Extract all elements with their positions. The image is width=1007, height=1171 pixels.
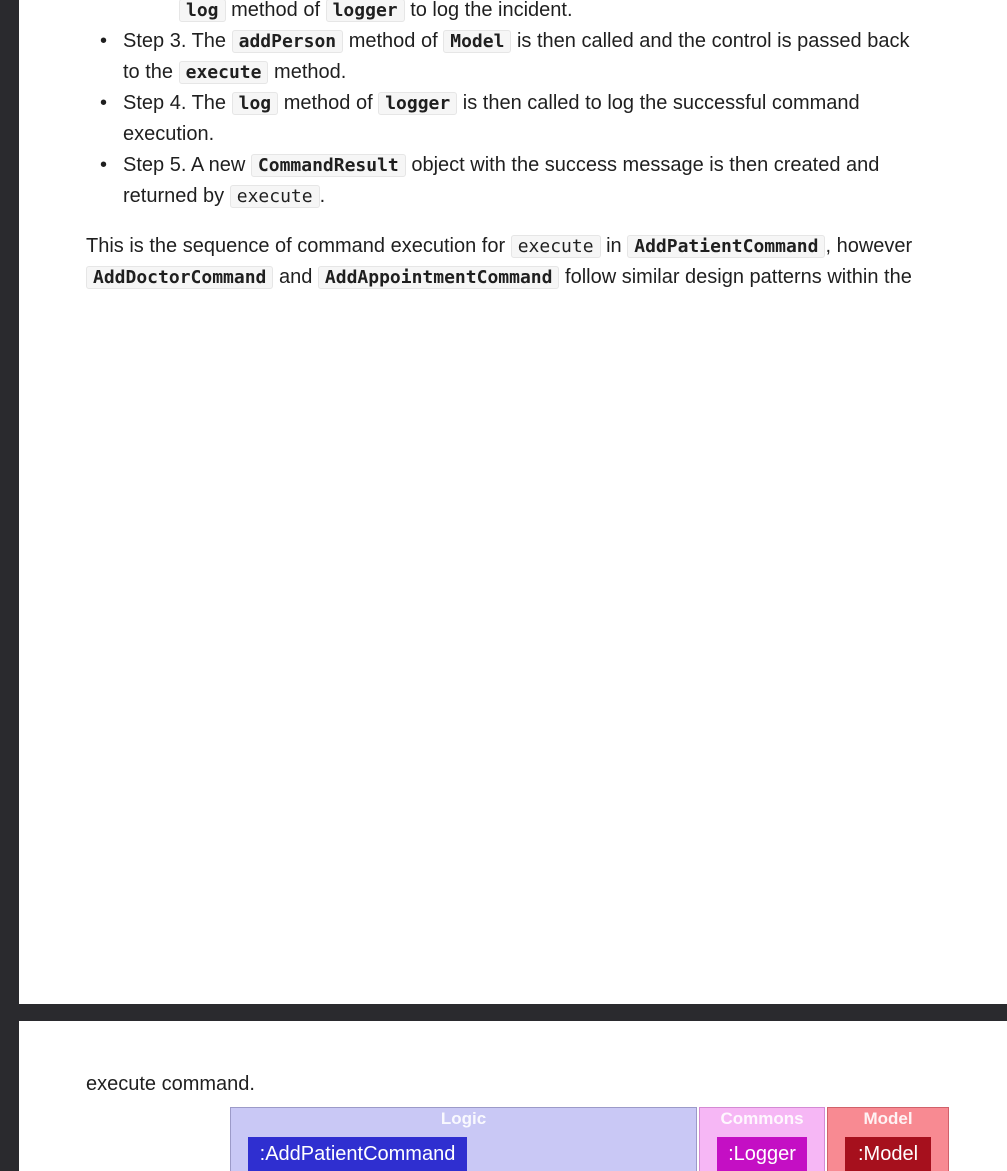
text-span: . (319, 185, 326, 207)
inline-code: AddPatientCommand (627, 235, 825, 258)
text-span: method of (231, 0, 321, 21)
text-span: object with the success message is then created and (411, 154, 880, 176)
text-span: This is the sequence of command execution for (86, 235, 506, 257)
list-item-line (123, 88, 860, 119)
text-span: and (278, 266, 313, 288)
document-page-2 (19, 1021, 1007, 1171)
commons-package (699, 1107, 825, 1171)
text-span: to the (123, 61, 174, 83)
text-span: is then called to log the successful command (462, 92, 860, 114)
inline-code: execute (511, 235, 601, 258)
bullet: • (100, 92, 108, 114)
text-span: is then called and the control is passed back (516, 30, 910, 52)
logic-package-title: Logic (440, 1109, 487, 1128)
inline-code: CommandResult (251, 154, 406, 177)
text-span: execution. (123, 123, 215, 145)
inline-code: logger (326, 0, 405, 22)
text-span: method. (274, 61, 347, 83)
list-item-line (123, 57, 346, 88)
inline-code: AddDoctorCommand (86, 266, 273, 289)
sequence-diagram (230, 1107, 950, 1171)
text-span: , however (825, 235, 913, 257)
inline-code: execute (230, 185, 320, 208)
bullet: • (100, 30, 108, 52)
continuation-text: execute command. (86, 1073, 255, 1095)
inline-code: logger (378, 92, 457, 115)
inline-code: log (179, 0, 226, 22)
text-span: method of (283, 92, 373, 114)
text-span: returned by (123, 185, 225, 207)
logger-object: :Logger (717, 1137, 807, 1171)
model-object: :Model (845, 1137, 931, 1171)
inline-code: execute (179, 61, 269, 84)
model-package-title: Model (863, 1109, 913, 1128)
paragraph-line (86, 262, 912, 293)
list-item-line (123, 181, 325, 212)
list-item-line (123, 150, 879, 181)
commons-package-title: Commons (720, 1109, 804, 1128)
text-span: in (606, 235, 622, 257)
text-span: method of (348, 30, 438, 52)
list-item-line (123, 119, 214, 150)
inline-code: AddAppointmentCommand (318, 266, 560, 289)
inline-code: addPerson (232, 30, 344, 53)
list-item-line (123, 26, 909, 57)
inline-code: Model (443, 30, 511, 53)
inline-code: log (232, 92, 279, 115)
bullet: • (100, 154, 108, 176)
text-span: to log the incident. (410, 0, 573, 21)
addpatientcommand-object: :AddPatientCommand (248, 1137, 467, 1171)
model-package (827, 1107, 949, 1171)
text-span: Step 3. The (123, 30, 227, 52)
text-span: Step 4. The (123, 92, 227, 114)
paragraph-line (86, 231, 912, 262)
text-span: Step 5. A new (123, 154, 246, 176)
text-span: follow similar design patterns within the (565, 266, 912, 288)
logic-package (230, 1107, 697, 1171)
document-page (19, 0, 1007, 1004)
top-fragment-line (179, 0, 573, 26)
